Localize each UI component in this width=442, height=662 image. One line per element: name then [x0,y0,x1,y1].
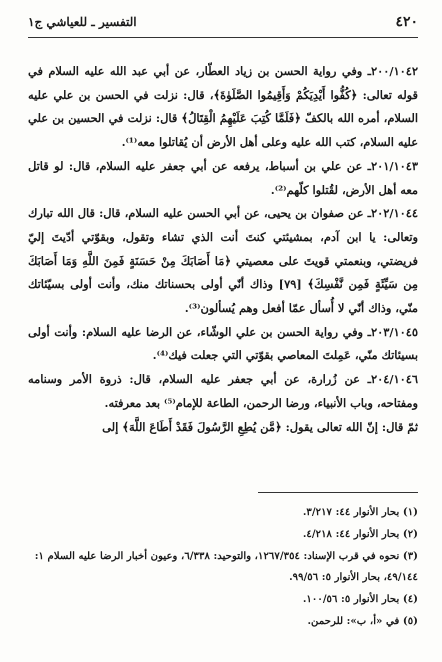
footnote: (٥) في «أ، ب»: للرحمن. [307,614,418,627]
footnote: (١) بحار الأنوار ٤٤: ٣/٢١٧. [302,506,418,518]
hadith-paragraph: ٢٠١/١٠٤٣ـ عن علي بن أسباط، يرفعه عن أبي جعفر عليه السلام، قال: لو قاتل معه أهل الأرض، لقُتلوا كلّهم⁽²⁾. [28,158,418,197]
page-number: ٤٢٠ [395,14,418,30]
header-divider [28,37,418,38]
page-header [28,8,418,36]
footnote-divider [258,492,418,493]
hadith-paragraph: ٢٠٤/١٠٤٦ـ عن زُرارة، عن أبي جعفر عليه السلام، قال: ذروة الأمر وسنامه ومفتاحه، وباب الأنبياء، ورضا الرحمن، الطاعة للإمام⁽⁵⁾ بعد معرفته. [28,372,418,410]
hadith-paragraph: ٢٠٢/١٠٤٤ـ عن صفوان بن يحيى، عن أبي الحسن عليه السلام، قال: قال الله تبارك وتعالى: يا ابن آدم، بمشيئتي كنتَ أنت الذي تشاء وتقول، وبقوّتي أدّيتَ إليّ فريضتي، وبنعمتي قويتَ على معصيتي ﴿مَا أَصَابَكَ مِنْ حَسَنَةٍ فَمِنَ اللَّهِ وَمَا أَصَابَكَ مِن سَيِّئَةٍ فَمِن نَّفْسِكَ﴾ [٧٩] وذاك أنّي أولى بحسناتك منك، وأنت أولى بسيّئاتك منّي، وذاك أنّي لا أُسأل عمّا أفعل وهم يُسألون⁽³⁾. [28,206,418,316]
hadith-paragraph: ٢٠٣/١٠٤٥ـ وفي رواية الحسن بن علي الوشّاء، عن الرضا عليه السلام: وأنت أولى بسيئاتك منّي، عَمِلتَ المعاصي بقوّتي التي جعلت فيك⁽⁴⁾. [28,324,418,363]
footnote: (٣) نحوه في قرب الإسناد: ١٢٦٧/٣٥٤، والتوحيد: ٦/٣٣٨، وعيون أخبار الرضا عليه السلام ١: ٤٩/١٤٤، بحار الأنوار ٥: ٩٩/٥٦. [34,549,418,584]
footnotes [28,502,418,633]
hadith-paragraph: ٢٠٠/١٠٤٢ـ وفي رواية الحسن بن زياد العطّار، عن أبي عبد الله عليه السلام في قوله تعالى: ﴿كُفُّوا أَيْدِيَكُمْ وَأَقِيمُوا الصَّلَوٰةَ﴾، قال: نزلت في الحسن بن علي عليه السلام، أمره الله بالكفّ ﴿فَلَمَّا كُتِبَ عَلَيْهِمُ الْقِتَالُ﴾ قال: نزلت في الحسين بن علي عليه السلام، كتب الله عليه وعلى أهل الأرض أن يُقاتلوا معه⁽¹⁾. [28,64,418,150]
hadith-paragraph: ثمّ قال: إنّ الله تعالى يقول: ﴿مَّن يُطِعِ الرَّسُولَ فَقَدْ أَطَاعَ اللَّهَ﴾ إلى [102,419,418,434]
running-title: التفسير ـ للعياشي ج١ [28,15,137,29]
footnote: (٢) بحار الأنوار ٤٤: ٤/٢١٨. [302,527,418,540]
footnote: (٤) بحار الأنوار ٥: ١٠٠/٥٦. [302,593,418,606]
main-text [28,60,418,439]
